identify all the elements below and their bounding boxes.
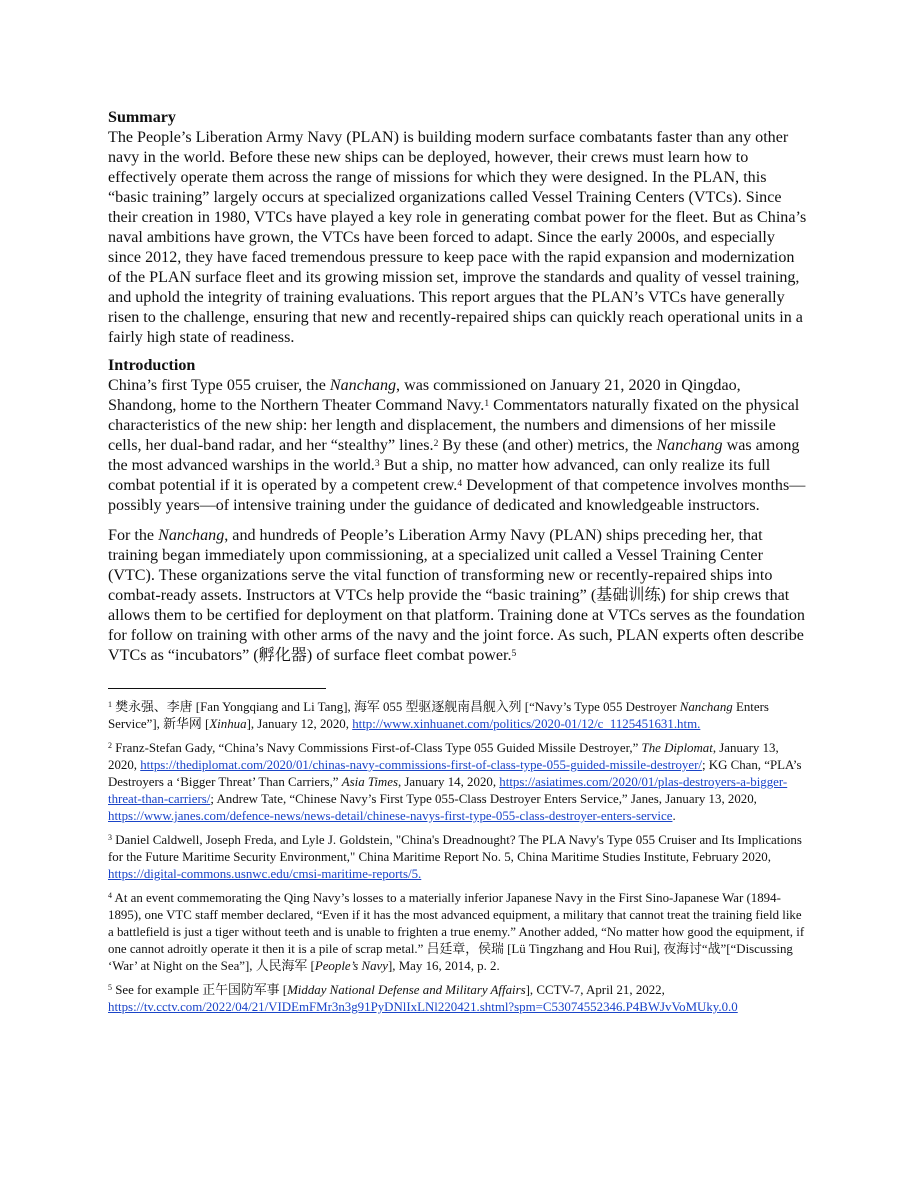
footnote-italic: Asia Times	[341, 775, 398, 789]
ship-name: Nanchang	[656, 437, 723, 454]
footnote-italic: Xinhua	[209, 717, 247, 731]
footnote-ref-4[interactable]: 4	[457, 479, 463, 490]
footnote-number: 1	[108, 700, 112, 710]
footnotes	[108, 699, 810, 1016]
footnote-text: ], CCTV-7, April 21, 2022,	[525, 983, 665, 997]
footnote-text: , January 14, 2020,	[397, 775, 500, 789]
text-run: , was commissioned on January 21, 2020 in Qingdao, Shandong, home to the Northern Theater Command Navy.	[108, 377, 741, 414]
footnote-divider	[108, 688, 326, 689]
footnote-2	[108, 740, 810, 825]
footnote-text: Franz-Stefan Gady, “China’s Navy Commissions First-of-Class Type 055 Guided Missile Destroyer,”	[112, 741, 642, 755]
ship-name: Nanchang	[329, 377, 397, 394]
text-run: , and hundreds of People’s Liberation Army Navy (PLAN) ships preceding her, that training began immediately upon commissioning, at a specialized unit called a Vessel Training Center (VTC). These organizations serve the vital function of transforming new or recently-repaired ships into combat-ready assets. Instructors at VTCs help provide the “basic training” (基础训练) for ship crews that allows them to be certified for deployment on that platform. Training done at VTCs serves as the foundation for follow on training with other arms of the navy and the joint force. As such, PLAN experts often describe VTCs as “incubators” (孵化器) of surface fleet combat power.	[108, 527, 805, 664]
footnote-link[interactable]: http://www.xinhuanet.com/politics/2020-01/12/c_1125451631.htm.	[352, 717, 701, 731]
footnote-text: ; KG Chan, “PLA’s Destroyers a ‘Bigger Threat’ Than Carriers,”	[108, 758, 802, 789]
summary-section	[108, 108, 810, 348]
footnote-link[interactable]: https://asiatimes.com/2020/01/plas-destroyers-a-bigger-threat-than-carriers/	[108, 775, 788, 806]
footnote-number: 2	[108, 741, 112, 751]
footnote-text: Enters Service”], 新华网 [	[108, 700, 769, 731]
text-run: By these (and other) metrics, the	[438, 437, 657, 454]
footnote-3	[108, 832, 810, 883]
footnote-text: .	[672, 809, 676, 823]
document-page	[108, 108, 810, 1023]
text-run: Development of that competence involves months—possibly years—of intensive training under the guidance of dedicated and knowledgeable instructors.	[108, 477, 806, 514]
footnote-number: 3	[108, 833, 112, 843]
introduction-section	[108, 356, 810, 666]
footnote-5	[108, 982, 810, 1016]
footnote-link[interactable]: https://tv.cctv.com/2022/04/21/VIDEmFMr3n3g91PyDNlIxLNl220421.shtml?spm=C53074552346.P4BWJvVoMUky.0.0	[108, 1000, 738, 1014]
summary-heading: Summary	[108, 109, 176, 126]
text-run: China’s first Type 055 cruiser, the	[108, 377, 330, 394]
footnote-text: See for example 正午国防军事 [	[112, 983, 288, 997]
footnote-link[interactable]: https://digital-commons.usnwc.edu/cmsi-maritime-reports/5.	[108, 867, 422, 881]
footnote-text: , January 13, 2020,	[108, 741, 779, 772]
footnote-ref-3[interactable]: 3	[374, 459, 380, 470]
text-run: was among the most advanced warships in the world.	[108, 437, 800, 474]
footnote-number: 5	[108, 983, 112, 993]
ship-name: Nanchang	[158, 527, 225, 544]
introduction-heading: Introduction	[108, 357, 196, 374]
footnote-ref-2[interactable]: 2	[433, 439, 439, 450]
footnote-4	[108, 890, 810, 975]
text-run: Commentators naturally fixated on the physical characteristics of the new ship: her length and displacement, the numbers and dimensions of her missile cells, her dual-band radar, and her “stealthy” lines.	[108, 397, 800, 454]
footnote-italic: Nanchang	[679, 700, 733, 714]
footnote-italic: Midday National Defense and Military Affairs	[287, 983, 526, 997]
footnote-number: 4	[108, 891, 112, 901]
summary-paragraph: The People’s Liberation Army Navy (PLAN) is building modern surface combatants faster than any other navy in the world. Before these new ships can be deployed, however, their crews must learn how to effectively operate them across the range of missions for which they were designed. In the PLAN, this “basic training” largely occurs at specialized organizations called Vessel Training Centers (VTCs). Since their creation in 1980, VTCs have played a key role in generating combat power for the fleet. But as China’s naval ambitions have grown, the VTCs have been forced to adapt. Since the early 2000s, and especially since 2012, they have faced tremendous pressure to keep pace with the rapid expansion and modernization of the PLAN surface fleet and its growing mission set, improve the standards and quality of vessel training, and uphold the integrity of training evaluations. This report argues that the PLAN’s VTCs have generally risen to the challenge, ensuring that new and recently-repaired ships can quickly reach operational units in a fairly high state of readiness.	[108, 129, 807, 346]
footnote-link[interactable]: https://thediplomat.com/2020/01/chinas-navy-commissions-first-of-class-type-055-guided-missile-destroyer/	[140, 758, 702, 772]
footnote-text: At an event commemorating the Qing Navy’s losses to a materially inferior Japanese Navy in the First Sino-Japanese War (1894-1895), one VTC staff member declared, “Even if it has the most advanced equipment, a military that cannot treat the training field like a battlefield is just a tiger without teeth and is unable to frighten a true enemy.” Another added, “No matter how good the equipment, if one cannot adroitly operate it then it is a pile of scrap metal.” 吕廷章，侯瑞 [Lü Tingzhang and Hou Rui], 夜海讨“战”[“Discussing ‘War’ at Night on the Sea”], 人民海军 [	[108, 891, 805, 973]
introduction-paragraph-2	[108, 526, 810, 666]
footnote-italic: People’s Navy	[314, 959, 388, 973]
text-run: For the	[108, 527, 159, 544]
footnote-text: Daniel Caldwell, Joseph Freda, and Lyle J. Goldstein, "China's Dreadnought? The PLA Navy's Type 055 Cruiser and Its Implications for the Future Maritime Security Environment," China Maritime Report No. 5, China Maritime Studies Institute, February 2020,	[108, 833, 802, 864]
footnote-ref-5[interactable]: 5	[511, 649, 517, 660]
footnote-italic: The Diplomat	[641, 741, 713, 755]
footnote-text: ; Andrew Tate, “Chinese Navy’s First Type 055-Class Destroyer Enters Service,” Janes, January 13, 2020,	[210, 792, 757, 806]
footnote-text: ], January 12, 2020,	[246, 717, 353, 731]
footnote-1	[108, 699, 810, 733]
introduction-paragraph-1	[108, 376, 810, 516]
footnote-ref-1[interactable]: 1	[484, 399, 490, 410]
footnote-link[interactable]: https://www.janes.com/defence-news/news-detail/chinese-navys-first-type-055-class-destroyer-enters-service	[108, 809, 673, 823]
text-run: But a ship, no matter how advanced, can only realize its full combat potential if it is operated by a competent crew.	[108, 457, 771, 494]
footnote-text: 樊永强、李唐 [Fan Yongqiang and Li Tang], 海军 055 型驱逐舰南昌舰入列 [“Navy’s Type 055 Destroyer	[112, 700, 680, 714]
footnote-text: ], May 16, 2014, p. 2.	[387, 959, 500, 973]
